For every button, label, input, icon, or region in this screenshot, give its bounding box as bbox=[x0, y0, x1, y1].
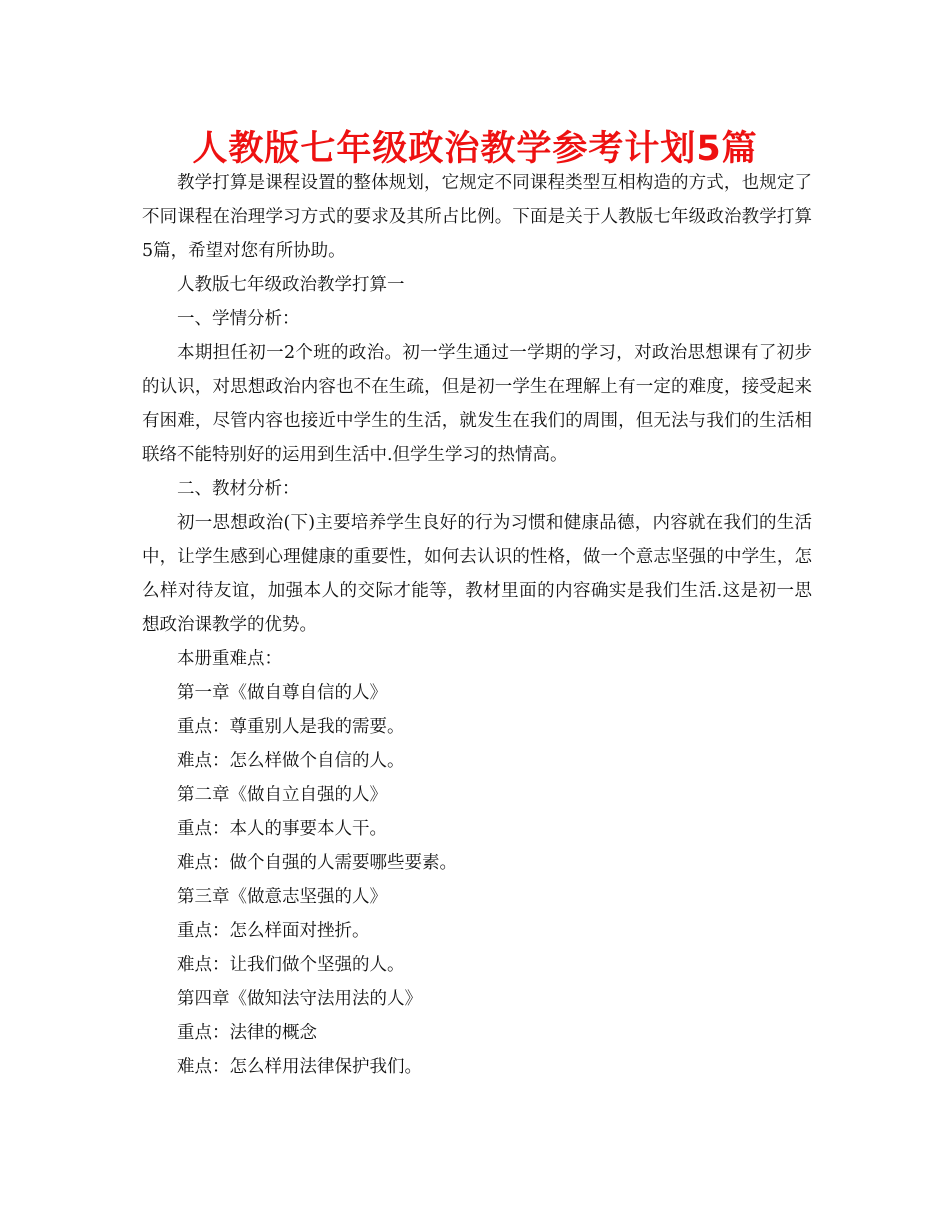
paragraph: 重点：法律的概念 bbox=[177, 1023, 317, 1043]
paragraph: 教学打算是课程设置的整体规划，它规定不同课程类型互相构造的方式，也规定了不同课程在治理学习方式的要求及其所占比例。下面是关于人教版七年级政治教学打算5篇，希望对您有所协助。 bbox=[142, 173, 812, 261]
paragraph: 重点：本人的事要本人干。 bbox=[177, 819, 387, 839]
paragraph: 重点：尊重别人是我的需要。 bbox=[177, 717, 405, 737]
paragraph: 第三章《做意志坚强的人》 bbox=[177, 887, 387, 907]
paragraph: 难点：让我们做个坚强的人。 bbox=[177, 955, 405, 975]
paragraph: 第四章《做知法守法用法的人》 bbox=[177, 989, 422, 1009]
paragraph: 人教版七年级政治教学打算一 bbox=[177, 275, 405, 295]
paragraph: 难点：做个自强的人需要哪些要素。 bbox=[177, 853, 457, 873]
paragraph: 重点：怎么样面对挫折。 bbox=[177, 921, 370, 941]
paragraph: 本期担任初一2个班的政治。初一学生通过一学期的学习，对政治思想课有了初步的认识，对思想政治内容也不在生疏，但是初一学生在理解上有一定的难度，接受起来有困难，尽管内容也接近中学生的生活，就发生在我们的周围，但无法与我们的生活相联络不能特别好的运用到生活中.但学生学习的热情高。 bbox=[142, 343, 812, 465]
paragraph: 难点：怎么样用法律保护我们。 bbox=[177, 1057, 422, 1077]
paragraph: 初一思想政治(下)主要培养学生良好的行为习惯和健康品德，内容就在我们的生活中，让学生感到心理健康的重要性，如何去认识的性格，做一个意志坚强的中学生，怎么样对待友谊，加强本人的交际才能等，教材里面的内容确实是我们生活.这是初一思想政治课教学的优势。 bbox=[142, 513, 812, 635]
document-title: 人教版七年级政治教学参考计划5篇 bbox=[192, 129, 758, 169]
paragraph: 第一章《做自尊自信的人》 bbox=[177, 683, 387, 703]
paragraph: 本册重难点： bbox=[177, 649, 282, 669]
paragraph: 二、教材分析： bbox=[177, 479, 300, 499]
paragraph: 难点：怎么样做个自信的人。 bbox=[177, 751, 405, 771]
paragraph: 第二章《做自立自强的人》 bbox=[177, 785, 387, 805]
paragraph: 一、学情分析： bbox=[177, 309, 300, 329]
document-body bbox=[142, 166, 812, 1084]
